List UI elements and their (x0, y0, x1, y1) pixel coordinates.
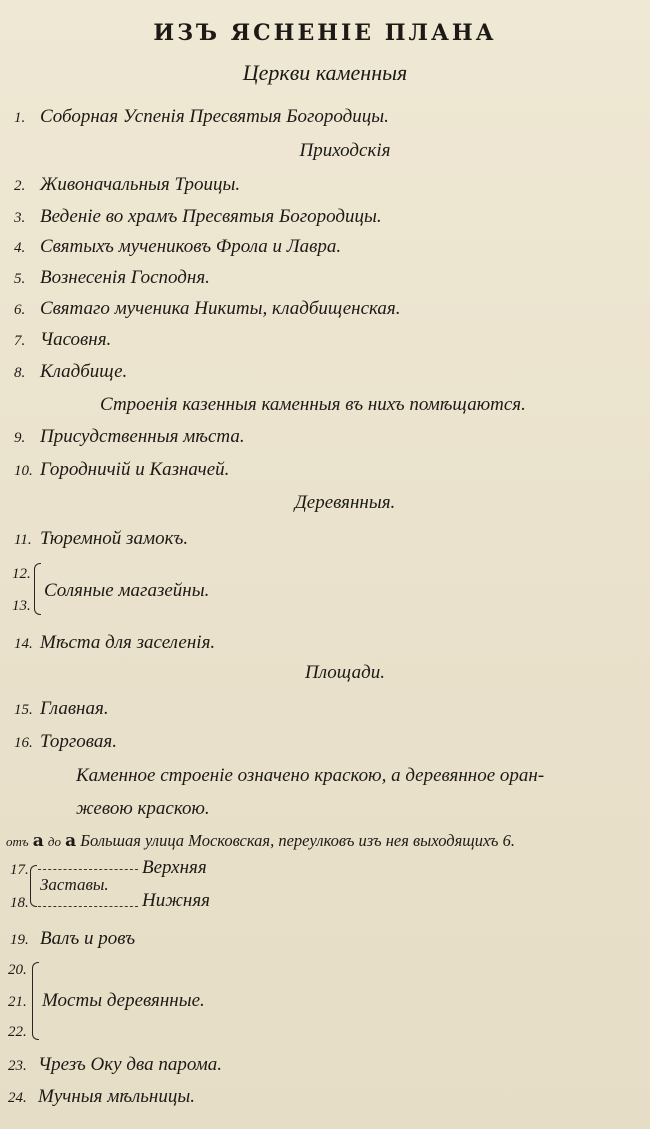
item-10-number: 10. (14, 463, 33, 479)
section-wooden: Деревянныя. (294, 492, 396, 513)
item-18-text: Нижняя (142, 890, 210, 911)
item-16-number: 16. (14, 735, 33, 751)
item-22-number: 22. (8, 1024, 27, 1040)
item-8-text: Кладбище. (40, 361, 128, 382)
street-letter-a-end: а (65, 831, 77, 851)
section-stone-churches: Церкви каменныя (242, 60, 408, 85)
item-7-number: 7. (14, 333, 26, 349)
item-9-number: 9. (14, 430, 26, 446)
item-9-text: Присудственныя мѣста. (40, 426, 245, 447)
section-parish: Приходскія (299, 140, 391, 161)
item-17-text: Верхняя (142, 857, 207, 878)
item-17-18-text: Заставы. (40, 875, 109, 894)
item-6-number: 6. (14, 302, 26, 318)
item-14-number: 14. (14, 636, 33, 652)
item-6-text: Святаго мученика Никиты, кладбищенская. (40, 298, 401, 319)
item-2-number: 2. (14, 178, 26, 194)
section-squares: Площади. (305, 662, 385, 683)
street-letter-a-start: а (32, 831, 44, 851)
item-17-number: 17. (10, 862, 29, 878)
item-23-number: 23. (8, 1058, 27, 1074)
dash-18 (38, 906, 138, 907)
item-11-text: Тюремной замокъ. (40, 528, 189, 549)
section-state-stone: Строенія казенныя каменныя въ нихъ помѣщаются. (100, 394, 526, 415)
item-3-number: 3. (14, 210, 26, 226)
street-from: отъ (6, 834, 29, 849)
street-row (6, 831, 515, 851)
item-10-text: Городничій и Казначей. (40, 459, 230, 480)
item-19-text: Валъ и ровъ (40, 928, 136, 949)
item-5-text: Вознесенія Господня. (40, 267, 210, 288)
item-20-22-text: Мосты деревянные. (42, 990, 205, 1011)
item-12-13-text: Соляные магазейны. (44, 580, 210, 601)
item-5-number: 5. (14, 271, 26, 287)
item-8-number: 8. (14, 365, 26, 381)
note-line-1: Каменное строеніе означено краскою, а деревянное оран- (76, 765, 545, 786)
item-18-number: 18. (10, 895, 29, 911)
street-text: Большая улица Московская, переулковъ изъ нея выходящихъ 6. (80, 831, 515, 850)
item-7-text: Часовня. (40, 329, 112, 350)
street-to: до (47, 834, 61, 849)
brace-12-13 (34, 563, 41, 615)
item-1-number: 1. (14, 110, 26, 126)
brace-17-18 (30, 865, 37, 907)
item-12-number: 12. (12, 566, 31, 582)
item-16-text: Торговая. (40, 731, 117, 752)
item-21-number: 21. (8, 994, 27, 1010)
brace-20-22 (32, 962, 39, 1040)
dash-17 (38, 869, 138, 870)
item-3-text: Веденіе во храмъ Пресвятыя Богородицы. (40, 206, 382, 227)
item-11-number: 11. (14, 532, 32, 548)
item-4-text: Святыхъ мучениковъ Фрола и Лавра. (40, 236, 342, 257)
item-20-number: 20. (8, 962, 27, 978)
item-15-text: Главная. (40, 698, 109, 719)
item-24-text: Мучныя мѣльницы. (38, 1086, 195, 1107)
item-19-number: 19. (10, 932, 29, 948)
item-2-text: Живоначальныя Троицы. (40, 174, 241, 195)
page-title: ИЗЪ ЯСНЕНІЕ ПЛАНА (153, 20, 497, 46)
item-23-text: Чрезъ Оку два парома. (38, 1054, 222, 1075)
item-4-number: 4. (14, 240, 26, 256)
item-15-number: 15. (14, 702, 33, 718)
item-1-text: Соборная Успенія Пресвятыя Богородицы. (40, 106, 389, 127)
item-24-number: 24. (8, 1090, 27, 1106)
item-13-number: 13. (12, 598, 31, 614)
note-line-2: жевою краскою. (76, 798, 210, 819)
item-14-text: Мѣста для заселенія. (40, 632, 216, 653)
